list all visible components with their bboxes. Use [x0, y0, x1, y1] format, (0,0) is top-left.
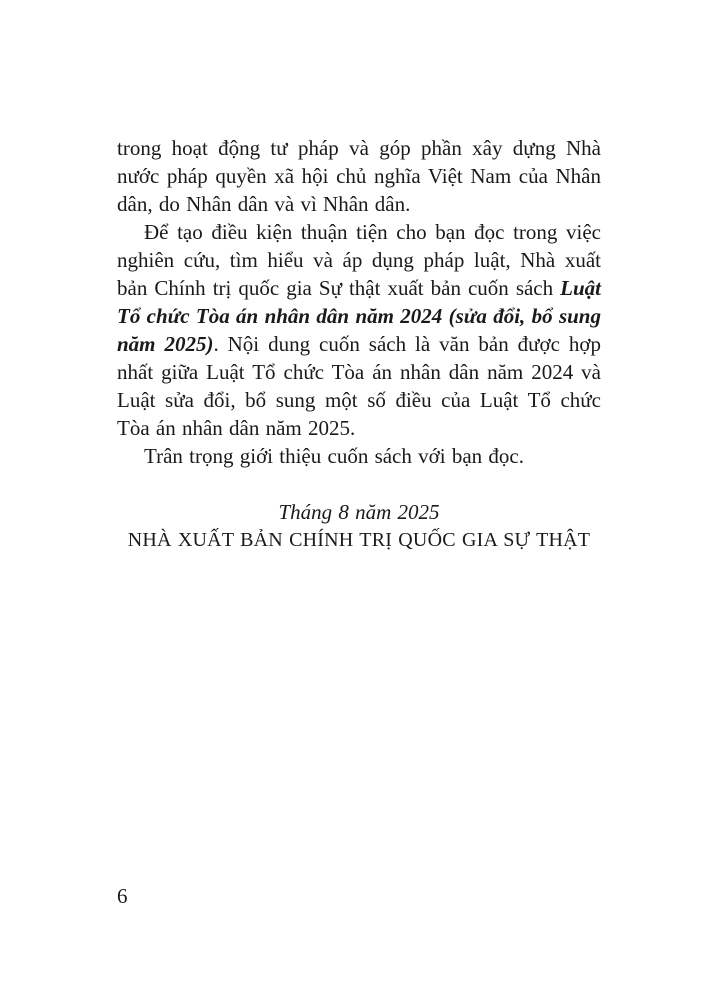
date-line [117, 498, 601, 526]
publisher-line [117, 526, 601, 554]
paragraph-introduction-tail: . Nội dung cuốn sách là văn bản được hợp nhất giữa Luật Tổ chức Tòa án nhân dân năm 2024 và Luật sửa đổi, bổ sung một số điều của Luật Tổ chức Tòa án nhân dân năm 2025. [117, 332, 601, 440]
text-block [117, 134, 601, 554]
paragraph-closing-text: Trân trọng giới thiệu cuốn sách với bạn đọc. [144, 444, 524, 468]
page-number: 6 [117, 884, 128, 908]
book-title-emphasis: Luật Tổ chức Tòa án nhân dân năm 2024 (sửa đổi, bổ sung năm 2025) [117, 276, 601, 356]
publisher-name: NHÀ XUẤT BẢN CHÍNH TRỊ QUỐC GIA SỰ THẬT [127, 529, 591, 551]
paragraph-continuation [117, 134, 601, 218]
paragraph-closing [117, 442, 601, 470]
paragraph-introduction-lead: Để tạo điều kiện thuận tiện cho bạn đọc trong việc nghiên cứu, tìm hiểu và áp dụng pháp luật, Nhà xuất bản Chính trị quốc gia Sự thật xuất bản cuốn sách [117, 220, 601, 300]
paragraph-continuation-text: trong hoạt động tư pháp và góp phần xây dựng Nhà nước pháp quyền xã hội chủ nghĩa Việt Nam của Nhân dân, do Nhân dân và vì Nhân dân. [117, 136, 601, 216]
paragraph-introduction [117, 218, 601, 442]
date-line-text: Tháng 8 năm 2025 [278, 500, 440, 524]
